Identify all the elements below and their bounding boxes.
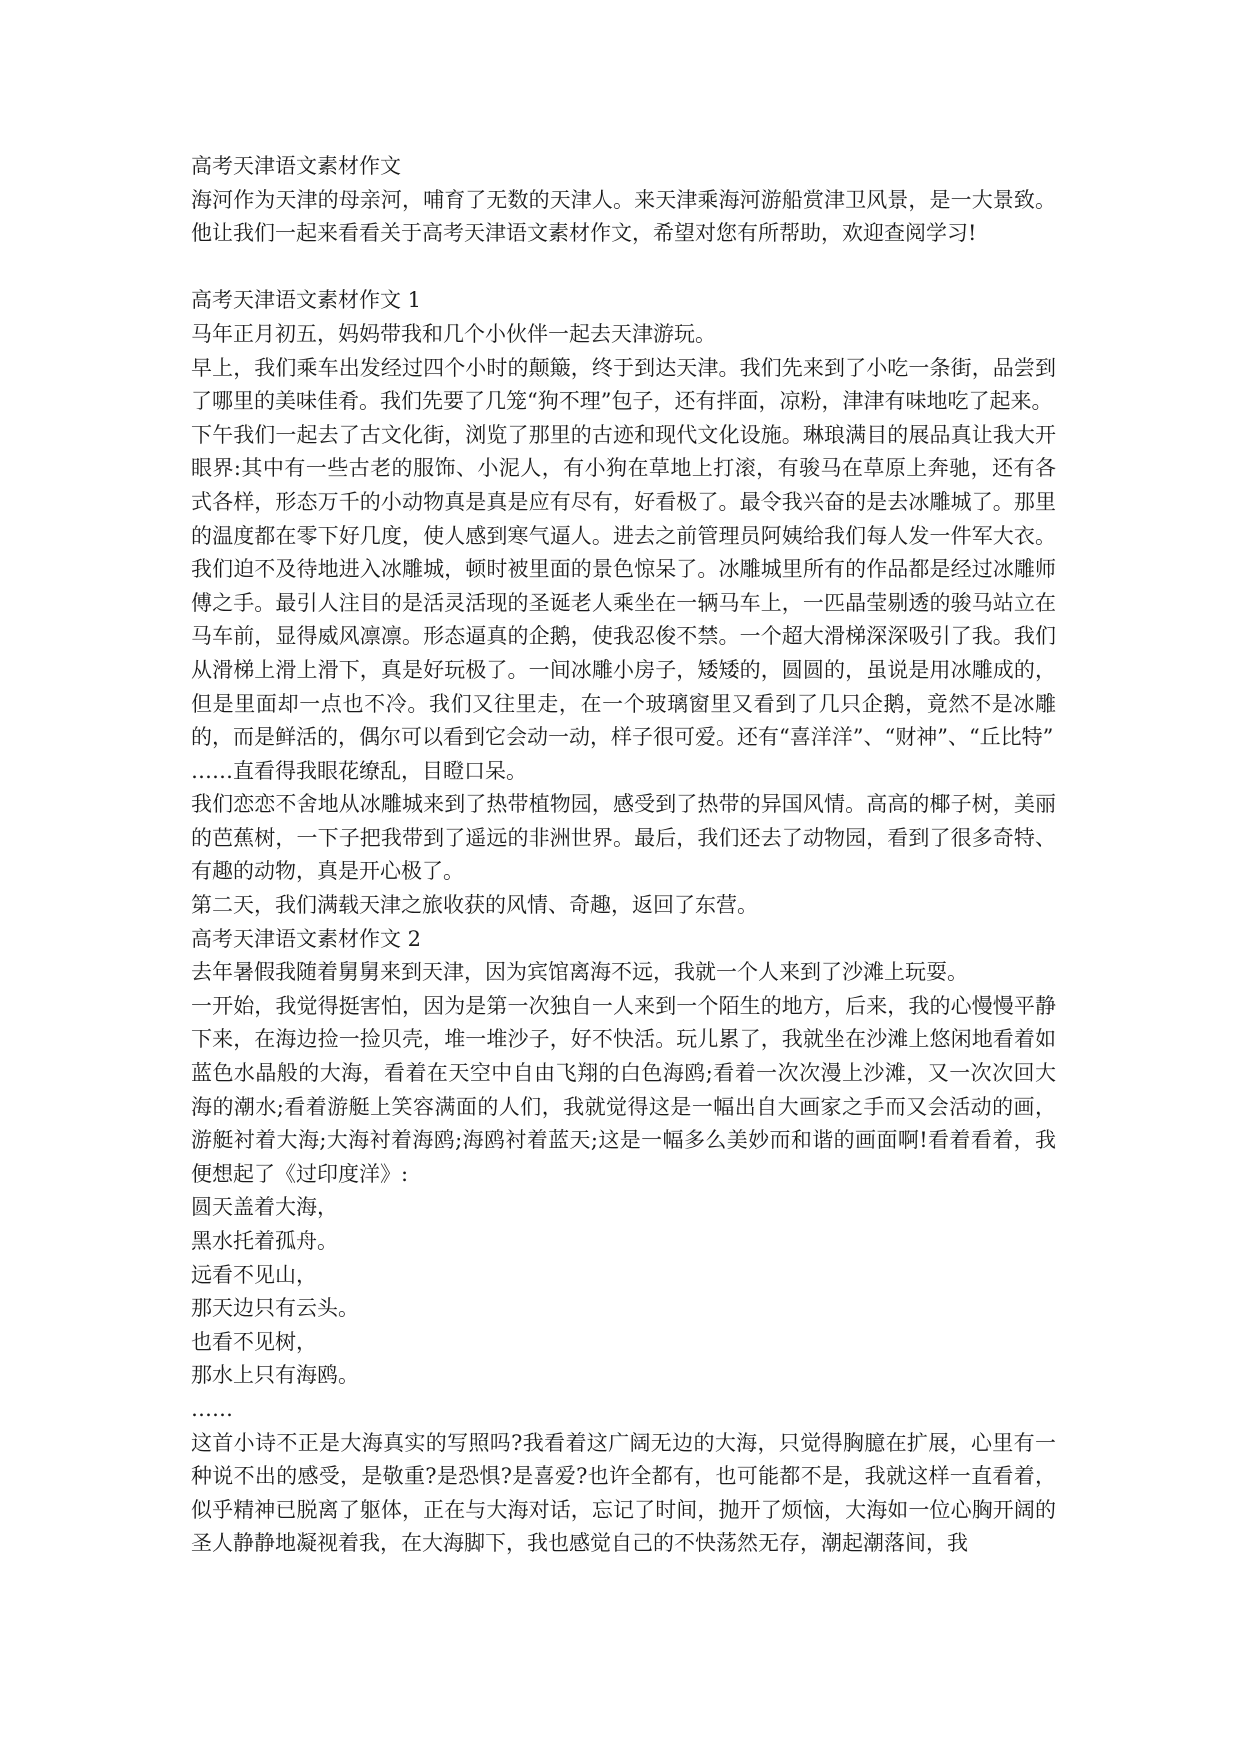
- poem-ellipsis: ……: [191, 1396, 233, 1421]
- poem-line: 那天边只有云头。: [191, 1296, 359, 1321]
- essay-1-paragraph: 我们恋恋不舍地从冰雕城来到了热带植物园，感受到了热带的异国风情。高高的椰子树，美丽的芭蕉树，一下子把我带到了遥远的非洲世界。最后，我们还去了动物园，看到了很多奇特、有趣的动物，真是开心极了。: [191, 792, 1056, 884]
- essay-2-closing-paragraph: 这首小诗不正是大海真实的写照吗?我看着这广阔无边的大海，只觉得胸臆在扩展，心里有一种说不出的感受，是敬重?是恐惧?是喜爱?也许全都有，也可能都不是，我就这样一直看着，似乎精神已脱离了躯体，正在与大海对话，忘记了时间，抛开了烦恼，大海如一位心胸开阔的圣人静静地凝视着我，在大海脚下，我也感觉自己的不快荡然无存，潮起潮落间，我: [191, 1430, 1056, 1556]
- document-title: 高考天津语文素材作文: [191, 154, 401, 178]
- essay-1-paragraph: 早上，我们乘车出发经过四个小时的颠簸，终于到达天津。我们先来到了小吃一条街，品尝到了哪里的美味佳肴。我们先要了几笼“狗不理”包子，还有拌面，凉粉，津津有味地吃了起来。: [191, 355, 1056, 414]
- essay-2-paragraph: 一开始，我觉得挺害怕，因为是第一次独自一人来到一个陌生的地方，后来，我的心慢慢平静下来，在海边捡一捡贝壳，堆一堆沙子，好不快活。玩儿累了，我就坐在沙滩上悠闲地看着如蓝色水晶般的大海，看着在天空中自由飞翔的白色海鸥;看着一次次漫上沙滩，又一次次回大海的潮水;看着游艇上笑容满面的人们，我就觉得这是一幅出自大画家之手而又会活动的画，游艇衬着大海;大海衬着海鸥;海鸥衬着蓝天;这是一幅多么美妙而和谐的画面啊!看着看着，我便想起了《过印度洋》:: [191, 993, 1056, 1186]
- essay-1-heading: 高考天津语文素材作文 1: [191, 288, 422, 313]
- essay-2-paragraph: 去年暑假我随着舅舅来到天津，因为宾馆离海不远，我就一个人来到了沙滩上玩耍。: [191, 960, 968, 985]
- essay-1-paragraph: 下午我们一起去了古文化街，浏览了那里的古迹和现代文化设施。琳琅满目的展品真让我大开眼界:其中有一些古老的服饰、小泥人，有小狗在草地上打滚，有骏马在草原上奔驰，还有各式各样，形态万千的小动物真是真是应有尽有，好看极了。最令我兴奋的是去冰雕城了。那里的温度都在零下好几度，使人感到寒气逼人。进去之前管理员阿姨给我们每人发一件军大衣。我们迫不及待地进入冰雕城，顿时被里面的景色惊呆了。冰雕城里所有的作品都是经过冰雕师傅之手。最引人注目的是活灵活现的圣诞老人乘坐在一辆马车上，一匹晶莹剔透的骏马站立在马车前，显得威风凛凛。形态逼真的企鹅，使我忍俊不禁。一个超大滑梯深深吸引了我。我们从滑梯上滑上滑下，真是好玩极了。一间冰雕小房子，矮矮的，圆圆的，虽说是用冰雕成的，但是里面却一点也不冷。我们又往里走，在一个玻璃窗里又看到了几只企鹅，竟然不是冰雕的，而是鲜活的，偶尔可以看到它会动一动，样子很可爱。还有“喜洋洋”、“财神”、“丘比特”: [191, 422, 1056, 750]
- poem-line: 黑水托着孤舟。: [191, 1229, 338, 1253]
- blank-line: [191, 251, 1056, 285]
- essay-1-paragraph: ……直看得我眼花缭乱，目瞪口呆。: [191, 758, 527, 783]
- poem-line: 也看不见树，: [191, 1329, 317, 1354]
- poem-line: 远看不见山，: [191, 1262, 317, 1287]
- poem-line: 圆天盖着大海，: [191, 1195, 338, 1220]
- poem-line: 那水上只有海鸥。: [191, 1363, 359, 1388]
- essay-1-paragraph: 马年正月初五，妈妈带我和几个小伙伴一起去天津游玩。: [191, 321, 716, 346]
- essay-1-paragraph: 第二天，我们满载天津之旅收获的风情、奇趣，返回了东营。: [191, 893, 758, 918]
- intro-paragraph: 海河作为天津的母亲河，哺育了无数的天津人。来天津乘海河游船赏津卫风景，是一大景致。他让我们一起来看看关于高考天津语文素材作文，希望对您有所帮助，欢迎查阅学习!: [191, 187, 1056, 246]
- essay-2-heading: 高考天津语文素材作文 2: [191, 926, 422, 951]
- document-page: [191, 150, 1056, 1561]
